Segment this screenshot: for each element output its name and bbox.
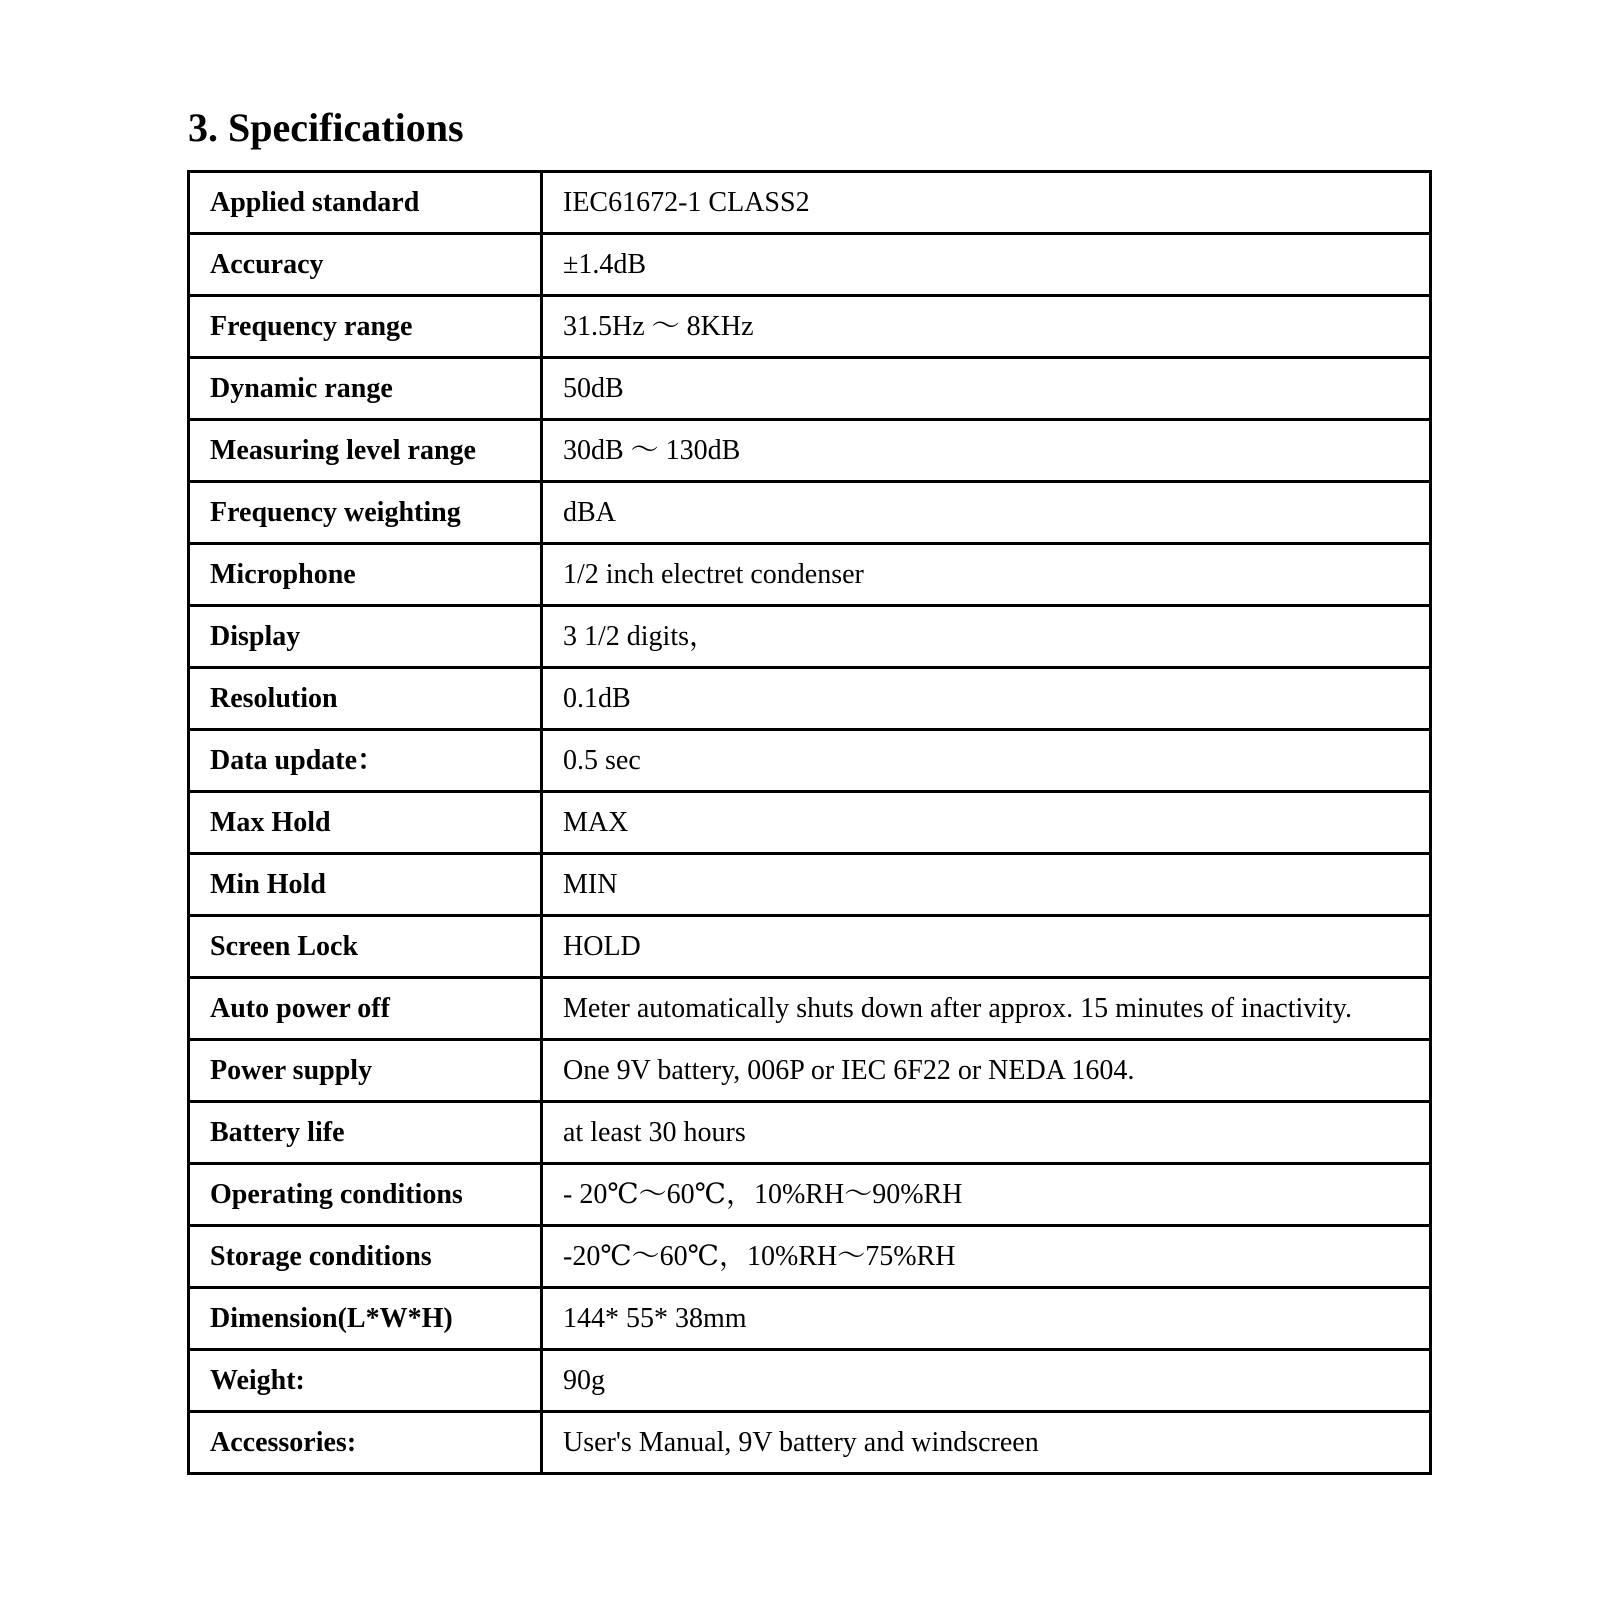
spec-value: One 9V battery, 006P or IEC 6F22 or NEDA 1604. xyxy=(542,1040,1431,1102)
spec-value: HOLD xyxy=(542,916,1431,978)
spec-label: Data update： xyxy=(189,730,542,792)
spec-row-microphone xyxy=(189,544,1431,606)
spec-label: Measuring level range xyxy=(189,420,542,482)
spec-label: Min Hold xyxy=(189,854,542,916)
spec-row-frequency-weighting xyxy=(189,482,1431,544)
spec-label: Microphone xyxy=(189,544,542,606)
spec-value: 1/2 inch electret condenser xyxy=(542,544,1431,606)
page-title: 3. Specifications xyxy=(188,105,464,150)
spec-row-resolution xyxy=(189,668,1431,730)
spec-value: MIN xyxy=(542,854,1431,916)
spec-value: IEC61672-1 CLASS2 xyxy=(542,172,1431,234)
specifications-table xyxy=(187,170,1432,1475)
spec-row-power-supply xyxy=(189,1040,1431,1102)
spec-value: User's Manual, 9V battery and windscreen xyxy=(542,1412,1431,1474)
spec-value: -20℃～60℃，10%RH～75%RH xyxy=(542,1226,1431,1288)
spec-label: Battery life xyxy=(189,1102,542,1164)
spec-label: Auto power off xyxy=(189,978,542,1040)
spec-label: Power supply xyxy=(189,1040,542,1102)
spec-row-min-hold xyxy=(189,854,1431,916)
spec-value: ±1.4dB xyxy=(542,234,1431,296)
spec-label: Frequency range xyxy=(189,296,542,358)
spec-label: Frequency weighting xyxy=(189,482,542,544)
spec-row-max-hold xyxy=(189,792,1431,854)
spec-label: Accessories: xyxy=(189,1412,542,1474)
spec-value: 30dB ～ 130dB xyxy=(542,420,1431,482)
spec-value: 3 1/2 digits， xyxy=(542,606,1431,668)
specifications-table-body xyxy=(189,172,1431,1474)
spec-value: dBA xyxy=(542,482,1431,544)
spec-label: Accuracy xyxy=(189,234,542,296)
spec-value: MAX xyxy=(542,792,1431,854)
spec-row-dimension xyxy=(189,1288,1431,1350)
spec-value: 0.1dB xyxy=(542,668,1431,730)
spec-row-screen-lock xyxy=(189,916,1431,978)
spec-label: Applied standard xyxy=(189,172,542,234)
spec-row-measuring-level-range xyxy=(189,420,1431,482)
spec-row-operating-conditions xyxy=(189,1164,1431,1226)
spec-label: Display xyxy=(189,606,542,668)
spec-value: 50dB xyxy=(542,358,1431,420)
spec-row-frequency-range xyxy=(189,296,1431,358)
spec-label: Screen Lock xyxy=(189,916,542,978)
spec-label: Dynamic range xyxy=(189,358,542,420)
spec-row-storage-conditions xyxy=(189,1226,1431,1288)
spec-value: 90g xyxy=(542,1350,1431,1412)
spec-value: Meter automatically shuts down after approx. 15 minutes of inactivity. xyxy=(542,978,1431,1040)
spec-row-auto-power-off xyxy=(189,978,1431,1040)
spec-row-data-update xyxy=(189,730,1431,792)
spec-label: Resolution xyxy=(189,668,542,730)
spec-label: Operating conditions xyxy=(189,1164,542,1226)
spec-label: Weight: xyxy=(189,1350,542,1412)
spec-row-weight xyxy=(189,1350,1431,1412)
spec-row-accuracy xyxy=(189,234,1431,296)
spec-value: 31.5Hz ～ 8KHz xyxy=(542,296,1431,358)
spec-value: 0.5 sec xyxy=(542,730,1431,792)
spec-label: Max Hold xyxy=(189,792,542,854)
spec-value: 144* 55* 38mm xyxy=(542,1288,1431,1350)
spec-row-dynamic-range xyxy=(189,358,1431,420)
spec-value: at least 30 hours xyxy=(542,1102,1431,1164)
spec-label: Storage conditions xyxy=(189,1226,542,1288)
spec-row-display xyxy=(189,606,1431,668)
spec-row-battery-life xyxy=(189,1102,1431,1164)
spec-row-applied-standard xyxy=(189,172,1431,234)
spec-value: - 20℃～60℃，10%RH～90%RH xyxy=(542,1164,1431,1226)
spec-row-accessories xyxy=(189,1412,1431,1474)
spec-label: Dimension(L*W*H) xyxy=(189,1288,542,1350)
